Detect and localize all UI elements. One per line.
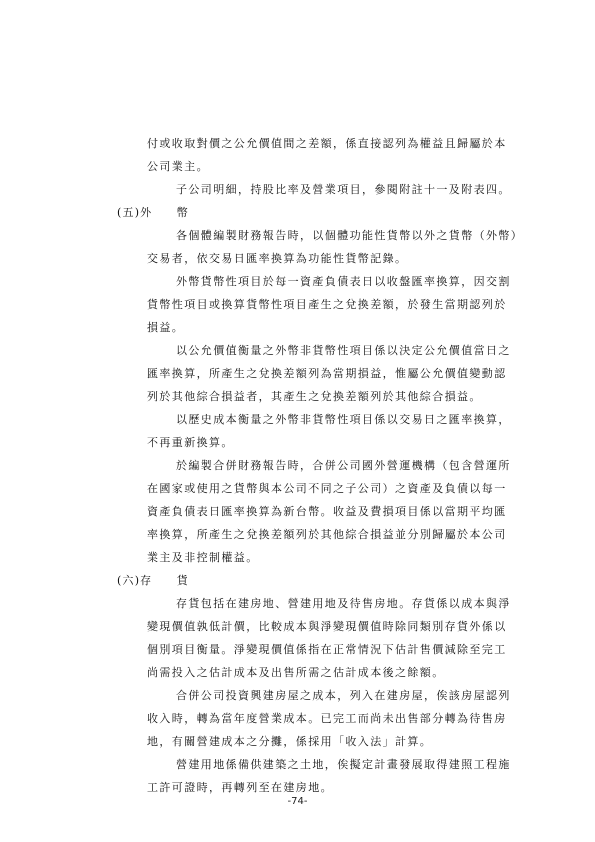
- text-line: 變現價值孰低計價，比較成本與淨變現價值時除同類別存貨外係以: [147, 620, 507, 633]
- text-line: 收入時，轉為當年度營業成本。已完工而尚未出售部分轉為待售房: [147, 712, 507, 725]
- text-line: 於編製合併財務報告時，合併公司國外營運機構（包含營運所: [176, 459, 511, 472]
- text-line: 率換算，所產生之兌換差額列於其他綜合損益並分別歸屬於本公司: [147, 528, 507, 541]
- text-line: 業主及非控制權益。: [147, 551, 259, 564]
- text-line: 匯率換算，所產生之兌換差額列為當期損益，惟屬公允價值變動認: [147, 367, 507, 380]
- text-line: 地，有關營建成本之分攤，係採用「收入法」計算。: [147, 735, 433, 748]
- text-line: 貨幣性項目或換算貨幣性項目產生之兌換差額，於發生當期認列於: [147, 298, 507, 311]
- text-line: 存貨包括在建房地、營建用地及待售房地。存貨係以成本與淨: [176, 597, 511, 610]
- text-line: 資產負債表日匯率換算為新台幣。收益及費損項目係以當期平均匯: [147, 505, 507, 518]
- text-line: 在國家或使用之貨幣與本公司不同之子公司）之資產及負債以每一: [147, 482, 507, 495]
- text-line: 付或收取對價之公允價值間之差額，係直接認列為權益且歸屬於本: [147, 137, 507, 150]
- section-heading-inventories: (六)存 貨: [117, 574, 189, 587]
- text-line: 列於其他綜合損益者，其產生之兌換差額列於其他綜合損益。: [147, 390, 482, 403]
- text-line: 合併公司投資興建房屋之成本，列入在建房屋，俟該房屋認列: [176, 689, 511, 702]
- text-line: 子公司明細，持股比率及營業項目，參閱附註十一及附表四。: [176, 183, 511, 196]
- text-line: 不再重新換算。: [147, 436, 234, 449]
- section-heading-foreign-currency: (五)外 幣: [117, 206, 189, 219]
- text-line: 工許可證時，再轉列至在建房地。: [147, 781, 333, 794]
- text-line: 損益。: [147, 321, 185, 334]
- text-line: 各個體編製財務報告時，以個體功能性貨幣以外之貨幣（外幣）: [176, 229, 524, 242]
- text-line: 交易者，依交易日匯率換算為功能性貨幣記錄。: [147, 252, 408, 265]
- text-line: 尚需投入之估計成本及出售所需之估計成本後之餘額。: [147, 666, 445, 679]
- text-line: 外幣貨幣性項目於每一資產負債表日以收盤匯率換算，因交割: [176, 275, 511, 288]
- text-line: 以歷史成本衡量之外幣非貨幣性項目係以交易日之匯率換算，: [176, 413, 511, 426]
- page-number: -74-: [287, 796, 308, 807]
- text-line: 以公允價值衡量之外幣非貨幣性項目係以決定公允價值當日之: [176, 344, 511, 357]
- text-line: 營建用地係備供建築之土地，俟擬定計畫發展取得建照工程施: [176, 758, 511, 771]
- text-line: 個別項目衡量。淨變現價值係指在正常情況下估計售價減除至完工: [147, 643, 507, 656]
- text-line: 公司業主。: [147, 160, 209, 173]
